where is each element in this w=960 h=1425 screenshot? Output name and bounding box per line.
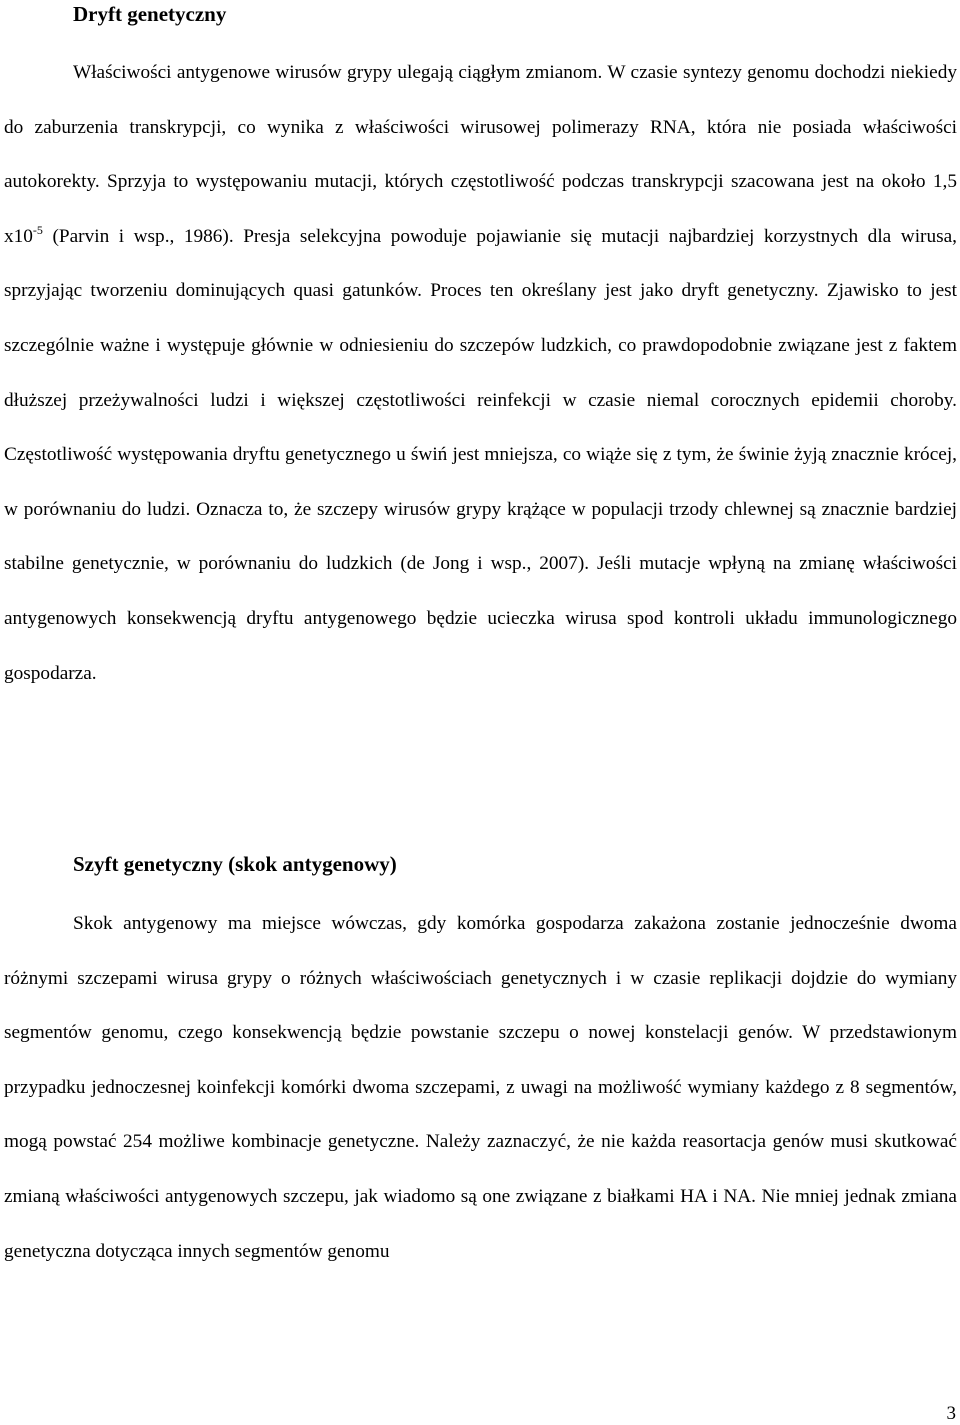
superscript-exponent: -5 — [32, 222, 43, 237]
section-heading-szyft: Szyft genetyczny (skok antygenowy) — [73, 852, 397, 876]
paragraph-szyft: Skok antygenowy ma miejsce wówczas, gdy komórka gospodarza zakażona zostanie jednocześnie dwoma różnymi szczepami wirusa grypy o różnych właściwościach genetycznych i w czasie replikacji dojdzie do wymiany segmentów genomu, czego konsekwencją będzie powstanie szczepu o nowej konstelacji genów. W przedstawionym przypadku jednoczesnej koinfekcji komórki dwoma szczepami, z uwagi na możliwość wymiany każdego z 8 segmentów, mogą powstać 254 możliwe kombinacje genetyczne. Należy zaznaczyć, że nie każda reasortacja genów musi skutkować zmianą właściwości antygenowych szczepu, jak wiadomo są one związane z białkami HA i NA. Nie mniej jednak zmiana genetyczna dotycząca innych segmentów genomu — [4, 913, 957, 1262]
section-heading-dryft: Dryft genetyczny — [73, 2, 227, 26]
page-number: 3 — [946, 1403, 956, 1424]
paragraph-dryft — [4, 46, 957, 701]
paragraph-text-continued: (Parvin i wsp., 1986). Presja selekcyjna powoduje pojawianie się mutacji najbardziej korzystnych dla wirusa, sprzyjając tworzeniu dominujących quasi gatunków. Proces ten określany jest jako dryft genetyczny. Zjawisko to jest szczególnie ważne i występuje głównie w odniesieniu do szczepów ludzkich, co prawdopodobnie związane jest z faktem dłuższej przeżywalności ludzi i większej częstotliwości reinfekcji w czasie niemal corocznych epidemii choroby. Częstotliwość występowania dryftu genetycznego u świń jest mniejsza, co wiąże się z tym, że świnie żyją znacznie krócej, w porównaniu do ludzi. Oznacza to, że szczepy wirusów grypy krążące w populacji trzody chlewnej są znacznie bardziej stabilne genetycznie, w porównaniu do ludzkich (de Jong i wsp., 2007). Jeśli mutacje wpłyną na zmianę właściwości antygenowych konsekwencją dryftu antygenowego będzie ucieczka wirusa spod kontroli układu immunologicznego gospodarza. — [4, 225, 957, 684]
paragraph-text: Właściwości antygenowe wirusów grypy ulegają ciągłym zmianom. W czasie syntezy genomu dochodzi niekiedy do zaburzenia transkrypcji, co wynika z właściwości wirusowej polimerazy RNA, która nie posiada właściwości autokorekty. Sprzyja to występowaniu mutacji, których częstotliwość podczas transkrypcji szacowana jest na około 1,5 x10 — [4, 62, 957, 247]
